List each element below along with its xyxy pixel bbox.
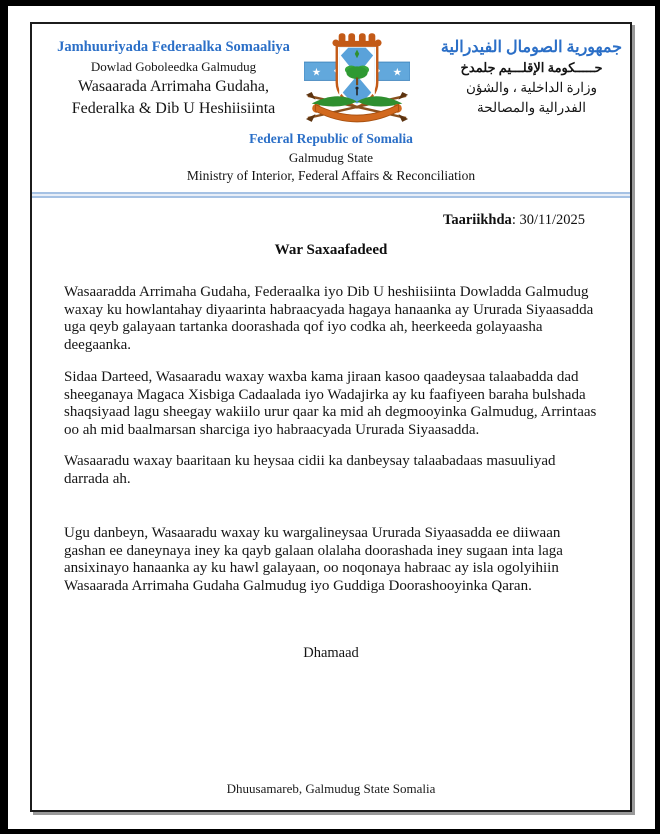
letterhead — [32, 24, 630, 129]
republic-name-arabic: جمهورية الصومال الفيدرالية — [440, 39, 623, 56]
state-name-english: Galmudug State — [288, 149, 374, 165]
ministry-name-english: Ministry of Interior, Federal Affairs & Reconciliation — [186, 168, 476, 184]
footer-location: Dhuusamareb, Galmudug State Somalia — [226, 781, 436, 796]
ministry-name-arabic-2: الفدرالية والمصالحة — [477, 99, 586, 115]
paragraph-4: Ugu danbeyn, Wasaaradu waxay ku wargalineysaa Ururada Siyaasadda ee diiwaan gashan ee daneynaya iney ka qayb galaan olalaha doorashada iney sugaan inta laga ansixinayo hanaanka ay ku hawl galayaan, oo noqonaya habraac ay isla ogolyihiin Wasaarada Arrimaha Gudaha Galmudug iyo Guddiga Doorashooyinka Qaran. — [64, 525, 563, 594]
header-divider — [32, 192, 630, 198]
letterhead-emblem-block — [301, 24, 413, 129]
date-value: : 30/11/2025 — [511, 212, 585, 228]
galmudug-coat-of-arms-icon — [304, 27, 410, 129]
press-release-title: War Saxaafadeed — [274, 242, 388, 258]
ministry-name-somali-2: Federalka & Dib U Heshiisiinta — [71, 100, 276, 118]
date-label: Taariikhda — [443, 212, 512, 228]
paragraph-3: Wasaaradu waxay baaritaan ku heysaa cidii ka danbeysay talaabadaas masuuliyad darrada ah. — [64, 453, 556, 487]
ministry-name-arabic-1: وزارة الداخلية ، والشؤن — [465, 80, 597, 96]
paragraph-2: Sidaa Darteed, Wasaaradu waxay waxba kama jiraan kasoo qaadeysaa talaabadda dad sheeganaya Magaca Xisbiga Cadaalada iyo Wadajirka ay ku faafiyeen baraha bulshada shaqsiyaad lagu sheegay wakiilo urur qaar ka mid ah degmooyinka Galmudug, Arrintaas oo ah mid baalmarsan sharciga iyo habraacyada Ururada Siyaasadda. — [64, 369, 597, 438]
svg-text:★: ★ — [311, 67, 322, 79]
letterhead-english-block — [32, 131, 630, 185]
letterhead-somali-block — [32, 24, 301, 120]
letterhead-arabic-block — [413, 24, 630, 117]
republic-name-somali: Jamhuuriyada Federaalka Somaaliya — [57, 39, 290, 55]
svg-text:★: ★ — [392, 67, 403, 79]
republic-name-english: Federal Republic of Somalia — [249, 131, 413, 146]
document-page — [8, 6, 655, 829]
date-line — [32, 212, 630, 229]
state-name-arabic: حـــــكومة الإقلـــيم جلمدخ — [460, 60, 603, 76]
paragraph-1: Wasaaradda Arrimaha Gudaha, Federaalka iyo Dib U heshiisiinta Dowladda Galmudug waxay ku howlantahay diyaarinta habraacyada hagaya hanaanka ay Ururada Siyaasadda uga qeyb galayaan tartanka doorashada qof iyo codka ah, heerkeeda golayaasha deegaanka. — [64, 284, 594, 353]
ministry-name-somali-1: Wasaarada Arrimaha Gudaha, — [77, 78, 270, 96]
page-frame — [30, 22, 632, 812]
state-name-somali: Dowlad Goboleedka Galmudug — [90, 59, 257, 75]
closing-word: Dhamaad — [303, 645, 359, 661]
